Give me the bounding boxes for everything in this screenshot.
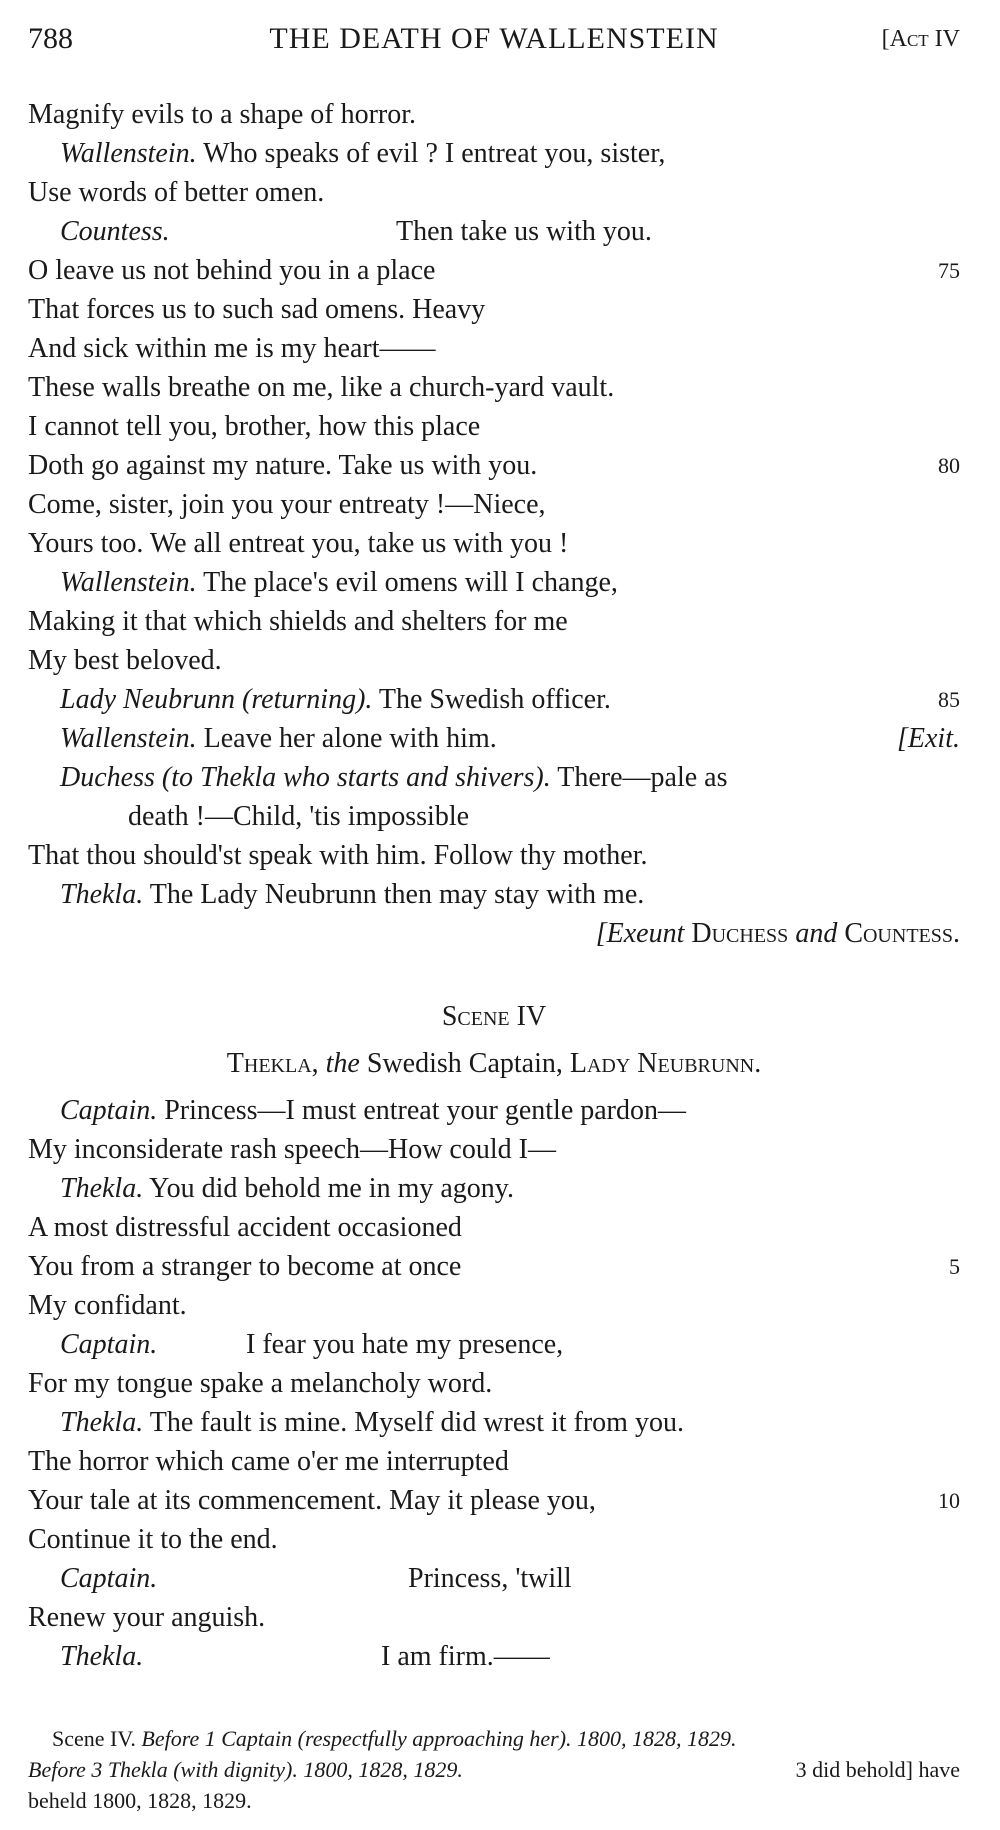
verse-line: Continue it to the end. [28, 1524, 278, 1555]
verse-line: Captain. Princess—I must entreat your gentle pardon— [60, 1095, 686, 1126]
verse-line: The horror which came o'er me interrupted [28, 1446, 509, 1477]
speaker-name: Countess. [60, 216, 170, 247]
verse-line: Renew your anguish. [28, 1602, 266, 1633]
stage-direction: [Exeunt Duchess and Countess. [595, 918, 960, 949]
speaker-name: Thekla. [60, 1407, 144, 1438]
verse-line: Doth go against my nature. Take us with you. 80 [28, 446, 960, 485]
speaker-name: Lady Neubrunn (returning). [60, 684, 373, 715]
verse-line: Wallenstein. Leave her alone with him. [Exit. [28, 719, 960, 758]
page-header [28, 22, 960, 62]
verse-line: Making it that which shields and shelters for me [28, 606, 568, 637]
speaker-name: Captain. [60, 1563, 158, 1594]
verse-line: And sick within me is my heart—— [28, 333, 436, 364]
line-number: 10 [938, 1488, 960, 1513]
line-number: 80 [938, 453, 960, 478]
textual-notes [28, 1723, 960, 1816]
note-line: Scene IV. Before 1 Captain (respectfully approaching her). 1800, 1828, 1829. [52, 1726, 737, 1751]
verse-line: Captain. I fear you hate my presence, [60, 1329, 564, 1360]
verse-line: Duchess (to Thekla who starts and shivers). There—pale as [60, 762, 728, 793]
stage-direction: [Exit. [897, 723, 960, 754]
line-number: 5 [949, 1254, 960, 1279]
line-number: 85 [938, 687, 960, 712]
verse-line: Thekla. I am firm.—— [60, 1641, 550, 1672]
verse-line: Come, sister, join you your entreaty !—Niece, [28, 489, 546, 520]
spacer [28, 953, 960, 997]
verse-line: Wallenstein. Who speaks of evil ? I entreat you, sister, [60, 138, 666, 169]
speaker-name: Thekla. [60, 879, 144, 910]
scene-heading: Scene IV [441, 1001, 547, 1032]
verse-text [28, 95, 960, 1676]
speaker-name: Thekla. [60, 1641, 144, 1672]
speaker-name: Wallenstein. [60, 567, 197, 598]
verse-line: My best beloved. [28, 645, 222, 676]
speaker-name: Wallenstein. [60, 723, 197, 754]
verse-line: I cannot tell you, brother, how this place [28, 411, 481, 442]
verse-line: For my tongue spake a melancholy word. [28, 1368, 493, 1399]
page-number: 788 [28, 22, 73, 55]
cast-list: Thekla, the Swedish Captain, Lady Neubrunn. [226, 1048, 762, 1079]
verse-line: My inconsiderate rash speech—How could I— [28, 1134, 556, 1165]
speaker-name: Wallenstein. [60, 138, 197, 169]
spacer [28, 1036, 960, 1044]
verse-line: Use words of better omen. [28, 177, 325, 208]
verse-line: Wallenstein. The place's evil omens will I change, [60, 567, 618, 598]
verse-line: Lady Neubrunn (returning). The Swedish officer. 85 [28, 680, 960, 719]
verse-line: Yours too. We all entreat you, take us with you ! [28, 528, 569, 559]
speaker-name: Captain. [60, 1329, 158, 1360]
speaker-name: Duchess (to Thekla who starts and shivers). [60, 762, 551, 793]
verse-line: Thekla. The fault is mine. Myself did wrest it from you. [60, 1407, 684, 1438]
verse-line: Magnify evils to a shape of horror. [28, 99, 417, 130]
note-line: Before 3 Thekla (with dignity). 1800, 1828, 1829. 3 did behold] have [28, 1757, 960, 1782]
speaker-name: Captain. [60, 1095, 158, 1126]
speaker-name: Thekla. [60, 1173, 144, 1204]
verse-line: O leave us not behind you in a place 75 [28, 251, 960, 290]
verse-line: A most distressful accident occasioned [28, 1212, 462, 1243]
verse-line: These walls breathe on me, like a church-yard vault. [28, 372, 615, 403]
spacer [28, 1083, 960, 1091]
verse-line: Thekla. You did behold me in my agony. [60, 1173, 514, 1204]
verse-line: That forces us to such sad omens. Heavy [28, 294, 486, 325]
verse-line: Your tale at its commencement. May it please you, 10 [28, 1481, 960, 1520]
verse-line: That thou should'st speak with him. Follow thy mother. [28, 840, 648, 871]
act-marker: [Act IV [881, 26, 960, 52]
verse-line: Countess. Then take us with you. [60, 216, 652, 247]
verse-line: Captain. Princess, 'twill [60, 1563, 572, 1594]
verse-line: Thekla. The Lady Neubrunn then may stay with me. [60, 879, 645, 910]
note-line: beheld 1800, 1828, 1829. [28, 1788, 252, 1813]
line-number: 75 [938, 258, 960, 283]
running-title: THE DEATH OF WALLENSTEIN [269, 22, 719, 55]
verse-line: You from a stranger to become at once 5 [28, 1247, 960, 1286]
verse-line: My confidant. [28, 1290, 187, 1321]
verse-line: death !—Child, 'tis impossible [128, 801, 470, 832]
